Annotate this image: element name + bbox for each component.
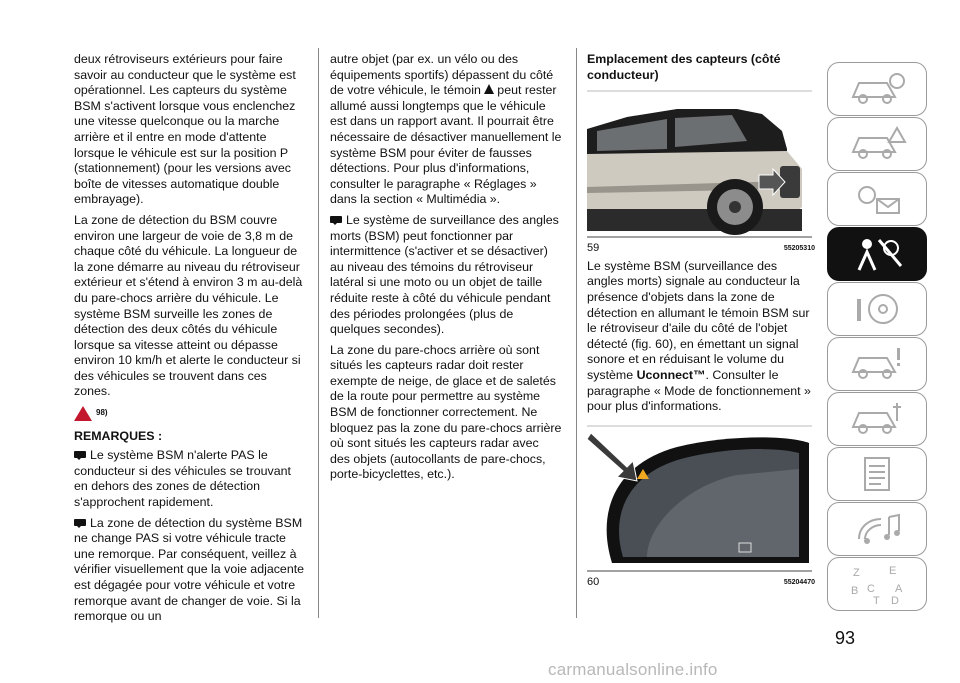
paragraph: Le système BSM (surveillance des angles morts) signale au conducteur la présence d'objets dans la zone de détection en allumant le témoin BSM sur le rétroviseur d'aile du côté de l'objet détecté (fig. 60), en émettant un signal sonore et en réduisant le volume du système Uconnect™. Consulter le paragraphe « Mode de fonctionnement » pour plus d'informations. — [587, 258, 811, 414]
chapter-tab-driving[interactable] — [827, 282, 927, 336]
svg-text:E: E — [889, 565, 897, 577]
chapter-tab-dashboard[interactable] — [827, 62, 927, 116]
svg-text:A: A — [895, 583, 903, 595]
svg-text:D: D — [891, 595, 899, 606]
column-3 — [587, 52, 815, 592]
note-icon — [74, 451, 86, 460]
warning-ref-number: 98) — [96, 408, 108, 418]
warning-reference — [74, 405, 306, 421]
column-divider — [318, 48, 319, 618]
svg-text:T: T — [873, 595, 880, 606]
column-1 — [74, 52, 306, 630]
steering-wheel-icon — [847, 289, 907, 329]
airbag-safety-icon — [847, 234, 907, 274]
remark-item: La zone de détection du système BSM ne change PAS si votre véhicule tracte une remorque. Par conséquent, veillez à vérifier visuellement que la voie adjacente est dégagée pour votre véhicule et votre remorque avant de changer de voie. Si la remorque ou un — [74, 515, 305, 624]
side-mirror-image — [587, 425, 812, 573]
suv-rear-image — [587, 89, 812, 239]
section-heading: Emplacement des capteurs (côté conducteur) — [587, 52, 781, 82]
figure-number: 59 — [587, 242, 600, 255]
note-item: Le système de surveillance des angles morts (BSM) peut fonctionner par intermittence (s'activer et se désactiver) au niveau des témoins du rétroviseur latéral si une moto ou un objet de taille réduite reste à côté du véhicule pendant des périodes prolongées (plus de quelques secondes). — [330, 212, 559, 337]
watermark: carmanualsonline.info — [548, 660, 718, 679]
column-divider — [576, 48, 577, 618]
remarks-heading: REMARQUES : — [74, 428, 163, 443]
specs-list-icon — [847, 454, 907, 494]
figure-59-sensor-location — [587, 89, 812, 239]
figure-code: 55204470 — [783, 578, 815, 586]
chapter-tab-service[interactable] — [827, 392, 927, 446]
chapter-tab-multimedia[interactable] — [827, 502, 927, 556]
multimedia-icon — [847, 509, 907, 549]
chapter-tab-specs[interactable] — [827, 447, 927, 501]
paragraph: autre objet (par ex. un vélo ou des équipements sportifs) dépassent du côté de votre véhicule, le témoin peut rester allumé aussi longtemps que le véhicule est dans un rapport avant. Il pourrait être nécessaire de désactiver manuellement le système BSM pour éviter de fausses détections. Pour plus d'informations, consulter le paragraphe « Réglages » dans la section « Multimédia ». — [330, 52, 562, 207]
warning-triangle-icon — [74, 406, 92, 421]
figure-60-mirror-light — [587, 425, 812, 573]
paragraph: deux rétroviseurs extérieurs pour faire savoir au conducteur que le système est opérationnel. Les capteurs du système BSM s'activent lorsque vous enclenchez une vitesse quelconque ou la marche arrière et il entre en mode d'attente lorsque le véhicule est sur la position P (stationnement) (pour les versions avec boîte de vitesses automatique double embrayage). — [74, 52, 296, 207]
paragraph: La zone du pare-chocs arrière où sont situés les capteurs radar doit rester exempte de neige, de glace et de saletés de la route pour permettre au système BSM de fonctionner correctement. Ne bloquez pas la zone du pare-chocs arrière où sont situés les capteurs radar avec des objets (autocollants de pare-chocs, porte-bicyclettes, etc.). — [330, 342, 562, 482]
page-number: 93 — [835, 628, 856, 648]
note-icon — [330, 216, 342, 225]
remark-item: Le système BSM n'alerte PAS le conducteur si des véhicules se trouvant en dehors des zones de détection s'approchent rapidement. — [74, 448, 291, 510]
chapter-tab-warnings[interactable] — [827, 117, 927, 171]
svg-text:C: C — [867, 583, 875, 595]
lights-message-icon — [847, 179, 907, 219]
column-2 — [330, 52, 562, 488]
bsm-warning-light-icon — [484, 84, 494, 94]
car-tools-icon — [847, 399, 907, 439]
chapter-tab-emergency[interactable] — [827, 337, 927, 391]
car-warning-icon — [847, 124, 907, 164]
car-alert-icon — [847, 344, 907, 384]
figure-code: 55205310 — [783, 245, 815, 253]
chapter-tab-index[interactable] — [827, 557, 927, 611]
svg-text:Z: Z — [853, 567, 860, 579]
car-dashboard-icon — [847, 69, 907, 109]
note-icon — [74, 519, 86, 528]
paragraph: La zone de détection du BSM couvre environ une largeur de voie de 3,8 m de chaque côté du véhicule. La longueur de la zone démarre au niveau du rétroviseur extérieur et s'étend à environ 3 m au-delà du pare-chocs arrière du véhicule. Le système BSM surveille les zones de détection des deux côtés du véhicule lorsque sa vitesse atteint ou dépasse environ 10 km/h et alerte le conducteur si des véhicules se trouvent dans ces zones. — [74, 212, 303, 399]
chapter-tab-lights[interactable] — [827, 172, 927, 226]
figure-number: 60 — [587, 575, 600, 588]
figure-caption — [587, 575, 815, 591]
figure-caption — [587, 241, 815, 257]
chapter-tab-safety[interactable] — [827, 227, 927, 281]
svg-text:B: B — [851, 585, 859, 597]
index-letters-icon — [847, 562, 907, 606]
